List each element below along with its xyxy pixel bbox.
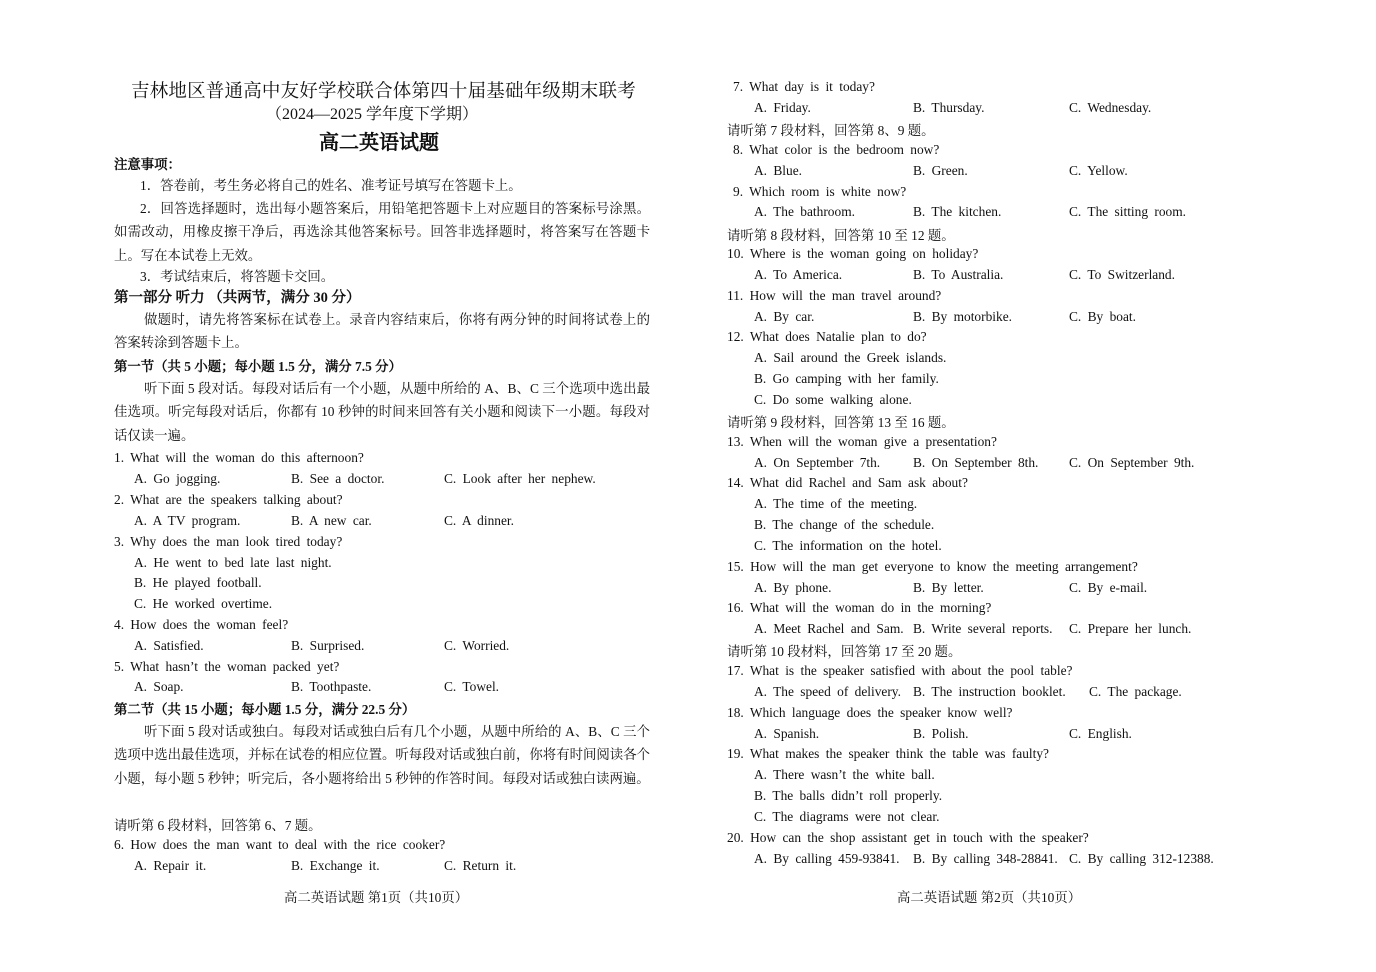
question-15-option-b: B. By letter. bbox=[913, 580, 984, 595]
question-18-option-a: A. Spanish. bbox=[754, 726, 820, 741]
question-16-option-a: A. Meet Rachel and Sam. bbox=[754, 621, 904, 636]
question-8-option-a: A. Blue. bbox=[754, 163, 803, 178]
question-4-option-b: B. Surprised. bbox=[291, 638, 365, 653]
question-13-option-c: C. On September 9th. bbox=[1069, 455, 1195, 470]
question-17-option-c: C. The package. bbox=[1089, 684, 1182, 699]
question-8-option-b: B. Green. bbox=[913, 163, 968, 178]
question-15-option-a: A. By phone. bbox=[754, 580, 832, 595]
question-8-stem: 8. What color is the bedroom now? bbox=[733, 142, 940, 157]
question-11-option-a: A. By car. bbox=[754, 309, 815, 324]
material-6-instruction: 请听第 6 段材料，回答第 6、7 题。 bbox=[114, 818, 322, 833]
question-11-option-b: B. By motorbike. bbox=[913, 309, 1012, 324]
question-17-option-a: A. The speed of delivery. bbox=[754, 684, 901, 699]
question-7-option-a: A. Friday. bbox=[754, 100, 811, 115]
question-9-option-c: C. The sitting room. bbox=[1069, 204, 1186, 219]
question-20-option-a: A. By calling 459-93841. bbox=[754, 851, 900, 866]
question-2-option-c: C. A dinner. bbox=[444, 513, 514, 528]
question-7-stem: 7. What day is it today? bbox=[733, 79, 875, 94]
exam-title: 吉林地区普通高中友好学校联合体第四十届基础年级期末联考 bbox=[131, 82, 636, 102]
question-18-stem: 18. Which language does the speaker know well? bbox=[727, 705, 1013, 720]
question-6-option-c: C. Return it. bbox=[444, 858, 517, 873]
question-3-option-a: A. He went to bed late last night. bbox=[134, 555, 332, 570]
question-19-option-a: A. There wasn’t the white ball. bbox=[754, 767, 935, 782]
section1-intro: 听下面 5 段对话。每段对话后有一个小题，从题中所给的 A、B、C 三个选项中选出最佳选项。听完每段对话后，你都有 10 秒钟的时间来回答有关小题和阅读下一小题。每段对话仅读一遍。 bbox=[114, 381, 650, 443]
question-17-option-b: B. The instruction booklet. bbox=[913, 684, 1066, 699]
material-8-instruction: 请听第 8 段材料，回答第 10 至 12 题。 bbox=[727, 228, 955, 243]
question-5-stem: 5. What hasn’t the woman packed yet? bbox=[114, 659, 340, 674]
question-1-option-c: C. Look after her nephew. bbox=[444, 471, 596, 486]
question-8-option-c: C. Yellow. bbox=[1069, 163, 1128, 178]
question-14-option-c: C. The information on the hotel. bbox=[754, 538, 942, 553]
question-15-option-c: C. By e-mail. bbox=[1069, 580, 1148, 595]
question-16-stem: 16. What will the woman do in the morning? bbox=[727, 600, 992, 615]
question-15-stem: 15. How will the man get everyone to know the meeting arrangement? bbox=[727, 559, 1138, 574]
question-20-option-c: C. By calling 312-12388. bbox=[1069, 851, 1214, 866]
question-14-option-a: A. The time of the meeting. bbox=[754, 496, 918, 511]
question-6-option-a: A. Repair it. bbox=[134, 858, 207, 873]
part1-heading: 第一部分 听力 （共两节，满分 30 分） bbox=[114, 290, 361, 306]
question-10-stem: 10. Where is the woman going on holiday? bbox=[727, 246, 979, 261]
question-18-option-c: C. English. bbox=[1069, 726, 1132, 741]
question-17-stem: 17. What is the speaker satisfied with about the pool table? bbox=[727, 663, 1073, 678]
question-2-stem: 2. What are the speakers talking about? bbox=[114, 492, 343, 507]
question-10-option-a: A. To America. bbox=[754, 267, 843, 282]
question-7-option-b: B. Thursday. bbox=[913, 100, 985, 115]
question-20-option-b: B. By calling 348-28841. bbox=[913, 851, 1058, 866]
material-10-instruction: 请听第 10 段材料，回答第 17 至 20 题。 bbox=[727, 644, 962, 659]
note-3: 3．考试结束后，将答题卡交回。 bbox=[140, 269, 335, 284]
section1-heading: 第一节（共 5 小题；每小题 1.5 分，满分 7.5 分） bbox=[114, 359, 402, 374]
question-2-option-b: B. A new car. bbox=[291, 513, 372, 528]
question-7-option-c: C. Wednesday. bbox=[1069, 100, 1152, 115]
question-12-option-c: C. Do some walking alone. bbox=[754, 392, 912, 407]
part1-intro: 做题时，请先将答案标在试卷上。录音内容结束后，你将有两分钟的时间将试卷上的答案转涂到答题卡上。 bbox=[114, 312, 650, 351]
question-19-option-c: C. The diagrams were not clear. bbox=[754, 809, 940, 824]
question-5-option-b: B. Toothpaste. bbox=[291, 679, 372, 694]
exam-subject: 高二英语试题 bbox=[319, 132, 439, 154]
page-2-footer: 高二英语试题 第2页（共10页） bbox=[897, 890, 1082, 905]
material-9-instruction: 请听第 9 段材料，回答第 13 至 16 题。 bbox=[727, 415, 955, 430]
question-16-option-c: C. Prepare her lunch. bbox=[1069, 621, 1192, 636]
question-4-option-a: A. Satisfied. bbox=[134, 638, 204, 653]
question-19-stem: 19. What makes the speaker think the table was faulty? bbox=[727, 746, 1049, 761]
section2-heading: 第二节（共 15 小题；每小题 1.5 分，满分 22.5 分） bbox=[114, 702, 416, 717]
note-2: 2．回答选择题时，选出每小题答案后，用铅笔把答题卡上对应题目的答案标号涂黑。如需改动，用橡皮擦干净后，再选涂其他答案标号。回答非选择题时，将答案写在答题卡上。写在本试卷上无效。 bbox=[114, 201, 650, 263]
question-18-option-b: B. Polish. bbox=[913, 726, 969, 741]
question-19-option-b: B. The balls didn’t roll properly. bbox=[754, 788, 943, 803]
question-1-option-a: A. Go jogging. bbox=[134, 471, 221, 486]
question-13-option-a: A. On September 7th. bbox=[754, 455, 881, 470]
question-13-option-b: B. On September 8th. bbox=[913, 455, 1039, 470]
question-5-option-c: C. Towel. bbox=[444, 679, 500, 694]
question-11-stem: 11. How will the man travel around? bbox=[727, 288, 942, 303]
question-4-option-c: C. Worried. bbox=[444, 638, 510, 653]
question-6-stem: 6. How does the man want to deal with the rice cooker? bbox=[114, 837, 446, 852]
page-1-footer: 高二英语试题 第1页（共10页） bbox=[284, 890, 469, 905]
question-3-option-c: C. He worked overtime. bbox=[134, 596, 273, 611]
question-20-stem: 20. How can the shop assistant get in touch with the speaker? bbox=[727, 830, 1089, 845]
question-10-option-b: B. To Australia. bbox=[913, 267, 1004, 282]
question-12-stem: 12. What does Natalie plan to do? bbox=[727, 329, 927, 344]
question-2-option-a: A. A TV program. bbox=[134, 513, 241, 528]
question-10-option-c: C. To Switzerland. bbox=[1069, 267, 1175, 282]
question-4-stem: 4. How does the woman feel? bbox=[114, 617, 289, 632]
section2-intro: 听下面 5 段对话或独白。每段对话或独白后有几个小题，从题中所给的 A、B、C 三个选项中选出最佳选项，并标在试卷的相应位置。听每段对话或独白前，你将有时间阅读各个小题，每小题 5 秒钟；听完后，各小题将给出 5 秒钟的作答时间。每段对话或独白读两遍。 bbox=[114, 724, 650, 786]
question-6-option-b: B. Exchange it. bbox=[291, 858, 380, 873]
question-12-option-b: B. Go camping with her family. bbox=[754, 371, 939, 386]
question-9-stem: 9. Which room is white now? bbox=[733, 184, 907, 199]
question-14-option-b: B. The change of the schedule. bbox=[754, 517, 935, 532]
question-9-option-a: A. The bathroom. bbox=[754, 204, 855, 219]
question-3-stem: 3. Why does the man look tired today? bbox=[114, 534, 343, 549]
question-16-option-b: B. Write several reports. bbox=[913, 621, 1053, 636]
question-12-option-a: A. Sail around the Greek islands. bbox=[754, 350, 947, 365]
question-5-option-a: A. Soap. bbox=[134, 679, 184, 694]
question-13-stem: 13. When will the woman give a presentation? bbox=[727, 434, 997, 449]
question-11-option-c: C. By boat. bbox=[1069, 309, 1137, 324]
question-1-stem: 1. What will the woman do this afternoon? bbox=[114, 450, 364, 465]
question-9-option-b: B. The kitchen. bbox=[913, 204, 1002, 219]
question-1-option-b: B. See a doctor. bbox=[291, 471, 385, 486]
question-3-option-b: B. He played football. bbox=[134, 575, 262, 590]
material-7-instruction: 请听第 7 段材料，回答第 8、9 题。 bbox=[727, 123, 935, 138]
note-1: 1．答卷前，考生务必将自己的姓名、准考证号填写在答题卡上。 bbox=[140, 178, 522, 193]
notes-heading: 注意事项： bbox=[114, 157, 181, 172]
question-14-stem: 14. What did Rachel and Sam ask about? bbox=[727, 475, 968, 490]
exam-term: （2024—2025 学年度下学期） bbox=[266, 106, 479, 123]
